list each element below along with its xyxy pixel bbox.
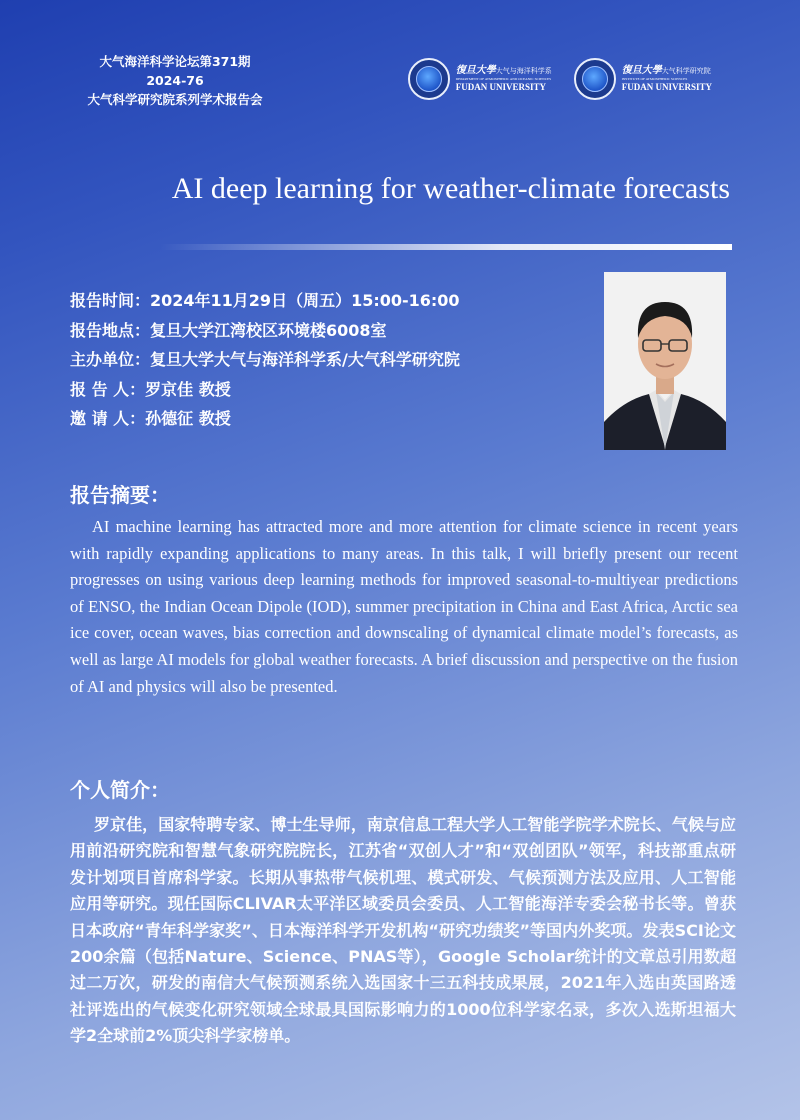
forum-header xyxy=(70,52,280,109)
bio-text: 罗京佳，国家特聘专家、博士生导师，南京信息工程大学人工智能学院学术院长、气候与应用前沿研究院和智慧气象研究院院长，江苏省“双创人才”和“双创团队”领军，科技部重点研发计划项目首席科学家。长期从事热带气候机理、模式研发、气候预测方法及应用、人工智能应用等研究。现任国际CLIVAR太平洋区域委员会委员、人工智能海洋专委会秘书长等。曾获日本政府“青年科学家奖”、日本海洋科学开发机构“研究功绩奖”等国内外奖项。发表SCI论文200余篇（包括Nature、Science、PNAS等），Google Scholar统计的文章总引用数超过二万次，研发的南信大气候预测系统入选国家十三五科技成果展，2021年入选由英国路透社评选出的气候变化研究领域全球最具国际影响力的1000位科学家名录，多次入选斯坦福大学2全球前2%顶尖科学家榜单。 xyxy=(70,815,736,1046)
logo-cn-dept: 大气科学研究院 xyxy=(661,67,711,75)
forum-issue: 大气海洋科学论坛第371期 xyxy=(99,54,251,69)
forum-series: 大气科学研究院系列学术报告会 xyxy=(87,92,263,107)
logo-en-dept: DEPARTMENT OF ATMOSPHERIC AND OCEANIC SCIENCES xyxy=(455,77,552,81)
dept-logo xyxy=(408,58,552,100)
bio-heading: 个人简介： xyxy=(70,778,170,802)
logo-en: FUDAN UNIVERSITY xyxy=(621,82,712,92)
logo-cn: 復旦大學 xyxy=(455,65,496,76)
event-time: 报告时间：2024年11月29日（周五）15:00-16:00 xyxy=(70,291,460,310)
event-speaker: 报 告 人：罗京佳 教授 xyxy=(70,379,231,399)
event-place: 报告地点：复旦大学江湾校区环境楼6008室 xyxy=(70,320,387,340)
logo-cn: 復旦大學 xyxy=(621,65,662,76)
speaker-photo xyxy=(604,272,726,450)
globe-icon xyxy=(574,58,616,100)
abstract-heading: 报告摘要： xyxy=(70,483,170,507)
globe-icon xyxy=(408,58,450,100)
title-divider xyxy=(160,244,732,250)
talk-title: AI deep learning for weather-climate forecasts xyxy=(171,172,730,205)
institute-logo xyxy=(574,58,712,100)
event-inviter: 邀 请 人：孙德征 教授 xyxy=(70,409,231,428)
event-info xyxy=(70,286,460,434)
forum-number: 2024-76 xyxy=(146,73,204,88)
logo-en-dept: INSTITUTE OF ATMOSPHERIC SCIENCES xyxy=(621,77,688,81)
event-host: 主办单位：复旦大学大气与海洋科学系/大气科学研究院 xyxy=(70,350,460,369)
logo-cn-dept: 大气与海洋科学系 xyxy=(495,67,552,75)
logo-en: FUDAN UNIVERSITY xyxy=(455,82,546,92)
logos xyxy=(408,58,712,100)
abstract-text: AI machine learning has attracted more and more attention for climate science in recent years with rapidly expanding applications to many areas. In this talk, I will briefly present our recent progresses on using various deep learning methods for improved seasonal-to-multiyear predictions of ENSO, the Indian Ocean Dipole (IOD), summer precipitation in China and East Africa, Arctic sea ice cover, ocean waves, bias correction and downscaling of dynamical climate model’s forecasts, as well as large AI models for global weather forecasts. A brief discussion and perspective on the fusion of AI and physics will also be presented. xyxy=(70,517,738,696)
